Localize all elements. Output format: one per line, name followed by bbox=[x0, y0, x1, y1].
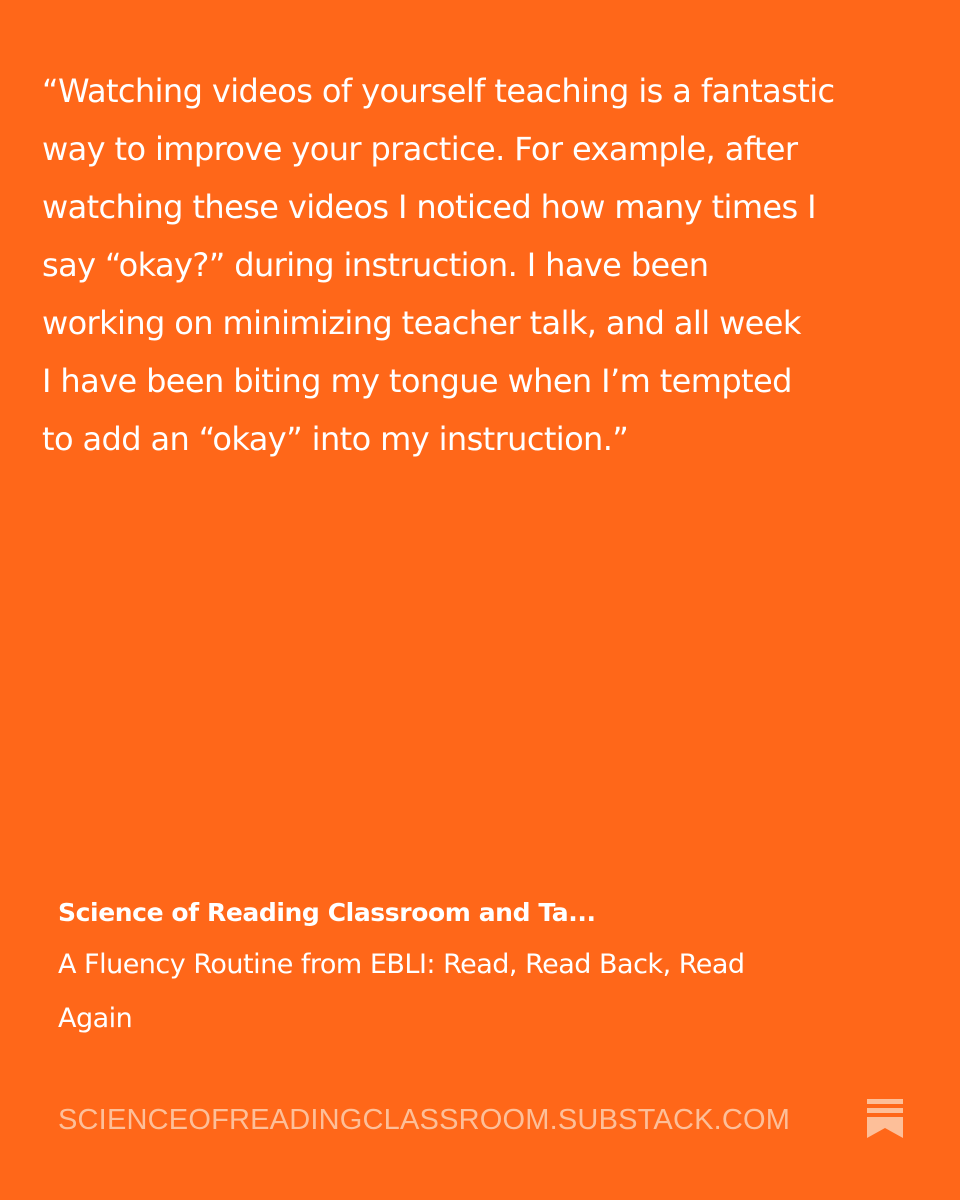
post-meta bbox=[58, 892, 878, 1046]
quote-text bbox=[42, 62, 918, 468]
quote-line: watching these videos I noticed how many times I bbox=[42, 188, 816, 226]
publication-domain: SCIENCEOFREADINGCLASSROOM.SUBSTACK.COM bbox=[58, 1104, 791, 1136]
post-title bbox=[58, 938, 878, 1046]
footer bbox=[58, 1098, 904, 1142]
quote-line: to add an “okay” into my instruction.” bbox=[42, 420, 629, 458]
quote-line: I have been biting my tongue when I’m tempted bbox=[42, 362, 792, 400]
quote-line: way to improve your practice. For example, after bbox=[42, 130, 798, 168]
post-title-line: A Fluency Routine from EBLI: Read, Read Back, Read bbox=[58, 949, 745, 980]
quote-line: “Watching videos of yourself teaching is a fantastic bbox=[42, 72, 835, 110]
publication-name: Science of Reading Classroom and Ta... bbox=[58, 898, 596, 927]
quote-line: say “okay?” during instruction. I have been bbox=[42, 246, 709, 284]
post-title-line: Again bbox=[58, 1003, 133, 1034]
substack-bookmark-icon bbox=[866, 1098, 904, 1138]
quote-line: working on minimizing teacher talk, and all week bbox=[42, 304, 801, 342]
